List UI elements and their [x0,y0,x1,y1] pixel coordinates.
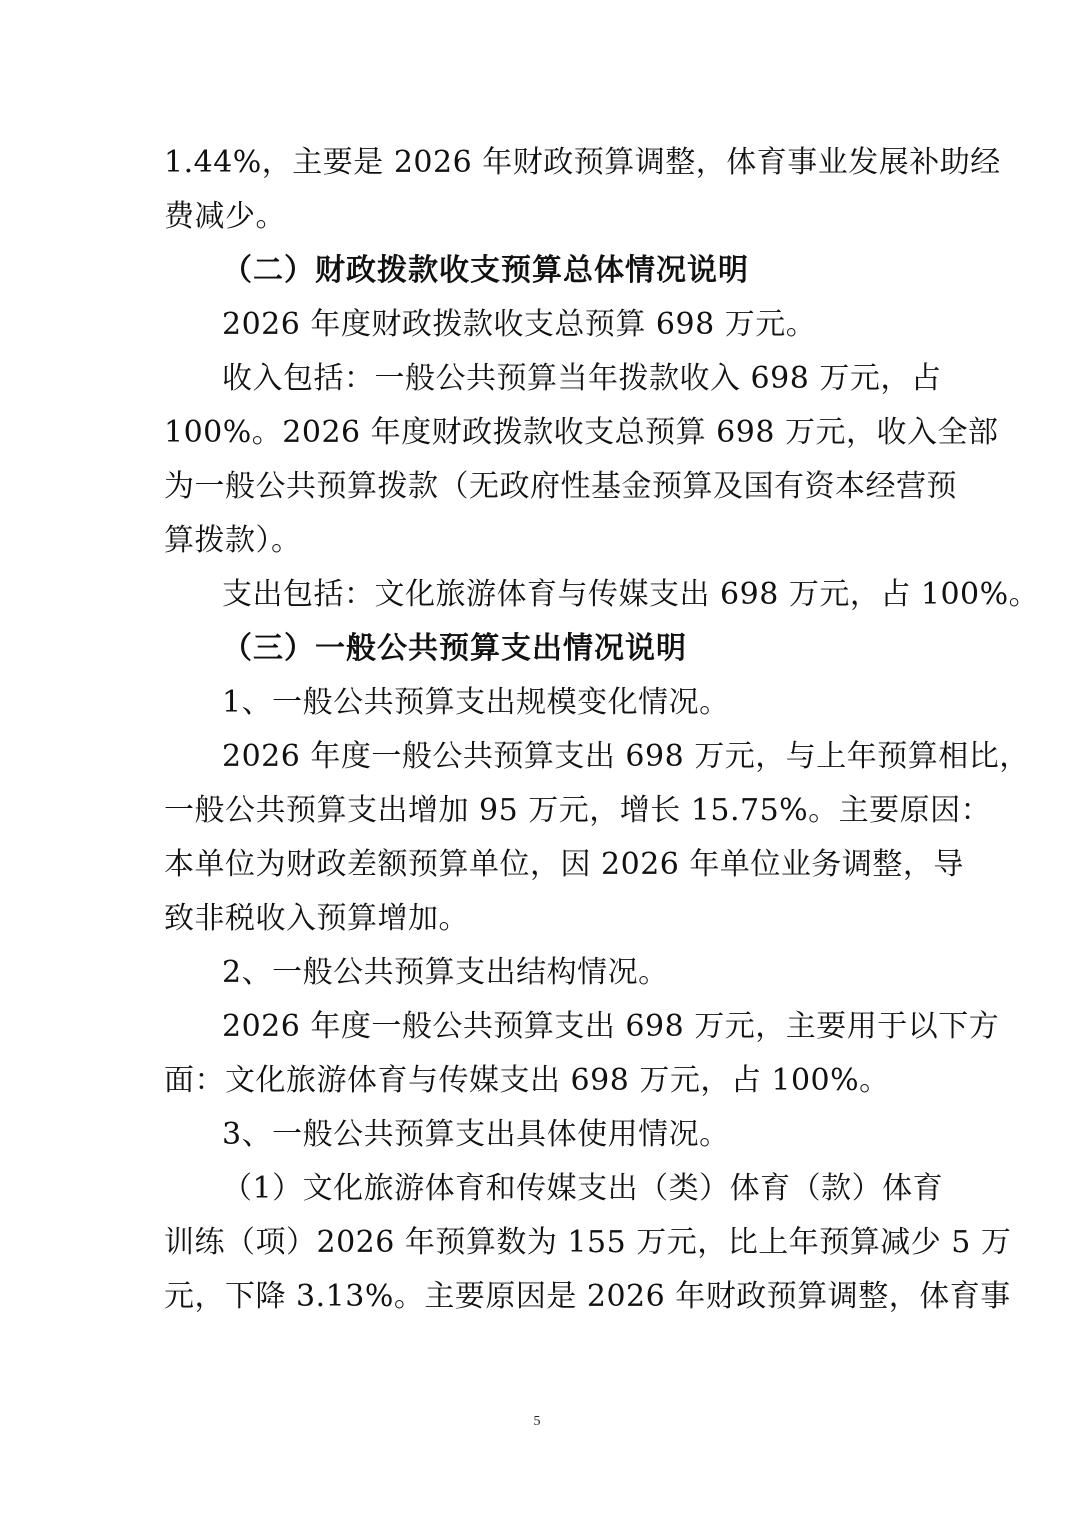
paragraph-line: 费减少。 [164,199,286,234]
paragraph-line: 100%。2026 年度财政拨款收支总预算 698 万元，收入全部 [164,415,999,450]
subsection-title: 1、一般公共预算支出规模变化情况。 [222,685,730,720]
paragraph-line: 支出包括：文化旅游体育与传媒支出 698 万元，占 100%。 [222,577,1040,612]
paragraph-line: 一般公共预算支出增加 95 万元，增长 15.75%。主要原因： [164,793,992,828]
paragraph-line: 2026 年度财政拨款收支总预算 698 万元。 [222,307,817,342]
subsection-title: 3、一般公共预算支出具体使用情况。 [222,1117,730,1152]
paragraph-line: 为一般公共预算拨款（无政府性基金预算及国有资本经营预 [164,469,957,504]
section-heading-2: （二）财政拨款收支预算总体情况说明 [222,253,749,288]
paragraph-line: 元，下降 3.13%。主要原因是 2026 年财政预算调整，体育事 [164,1279,1011,1314]
paragraph-line: （1）文化旅游体育和传媒支出（类）体育（款）体育 [222,1171,944,1206]
paragraph-line: 训练（项）2026 年预算数为 155 万元，比上年预算减少 5 万 [164,1225,1012,1260]
paragraph-line: 2026 年度一般公共预算支出 698 万元，主要用于以下方 [222,1009,1000,1044]
paragraph-line: 面：文化旅游体育与传媒支出 698 万元，占 100%。 [164,1063,890,1098]
subsection-title: 2、一般公共预算支出结构情况。 [222,955,669,990]
paragraph-line: 致非税收入预算增加。 [164,901,469,936]
paragraph-line: 1.44%，主要是 2026 年财政预算调整，体育事业发展补助经 [164,145,1001,180]
paragraph-line: 收入包括：一般公共预算当年拨款收入 698 万元，占 [222,361,942,396]
document-body [164,136,1040,1324]
page-number: 5 [533,1414,541,1429]
paragraph-line: 本单位为财政差额预算单位，因 2026 年单位业务调整，导 [164,847,964,882]
paragraph-line: 算拨款）。 [164,523,302,558]
paragraph-line: 2026 年度一般公共预算支出 698 万元，与上年预算相比， [222,739,1030,774]
section-heading-3: （三）一般公共预算支出情况说明 [222,631,687,666]
